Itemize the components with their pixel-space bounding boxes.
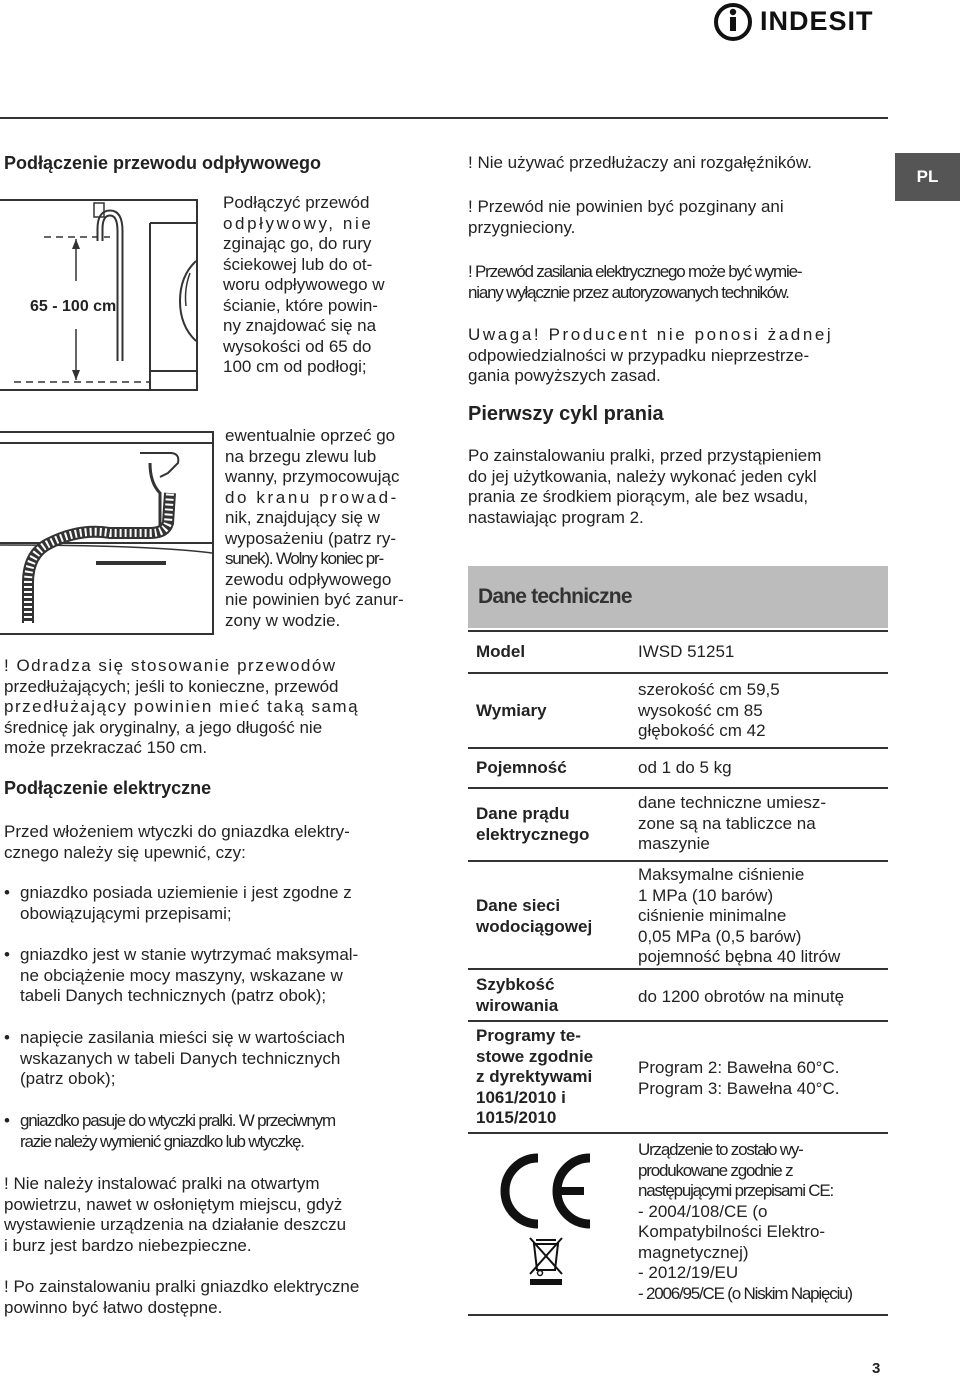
- section-title-first-wash: Pierwszy cykl prania: [468, 403, 664, 425]
- height-label: 65 - 100 cm: [30, 298, 117, 315]
- warning-cable-replacement: ! Przewód zasilania elektrycznego może być wymie- niany wyłącznie przez autoryzowanych techników.: [468, 262, 802, 302]
- access-warning: ! Po zainstalowaniu pralki gniazdko elektryczne powinno być łatwo dostępne.: [4, 1277, 360, 1317]
- electrical-intro: Przed włożeniem wtyczki do gniazdka elektry- cznego należy się upewnić, czy:: [4, 822, 350, 862]
- bullet-plug: • gniazdko pasuje do wtyczki pralki. W przeciwnym razie należy wymienić gniazdko lub wtyczkę.: [4, 1111, 440, 1152]
- page-number: 3: [872, 1360, 881, 1377]
- section-title-electrical: Podłączenie elektryczne: [4, 778, 212, 798]
- table-row-water: Dane sieci wodociągowej Maksymalne ciśnienie 1 MPa (10 barów) ciśnienie minimalne 0,05 MPa (0,5 barów) pojemność bębna 40 litrów: [468, 860, 888, 968]
- table-row-model: Model IWSD 51251: [468, 630, 888, 672]
- drain-paragraph-1: Podłączyć przewód odpływowy, nie zginając go, do rury ściekowej lub do ot- woru odpływowego w ścianie, które powin- ny znajdować się na wysokości od 65 do 100 cm od podłogi;: [223, 193, 385, 376]
- table-row-dimensions: Wymiary szerokość cm 59,5 wysokość cm 85 głębokość cm 42: [468, 672, 888, 748]
- drain-paragraph-2: ewentualnie oprzeć go na brzegu zlewu lub wanny, przymocowując do kranu prowad- nik, znajdujący się w wyposażeniu (patrz ry- sunek). Wolny koniec pr- zewodu odpływowego nie powinien być zanur- zony w wodzie.: [225, 426, 404, 630]
- sink-hook-figure: [0, 431, 214, 635]
- manufacturer-notice: Uwaga! Producent nie ponosi żadnej odpowiedzialności w przypadku nieprzestrze- gania powyższych zasad.: [468, 325, 834, 385]
- brand-name: INDESIT: [760, 6, 874, 36]
- bullet-voltage: • napięcie zasilania mieści się w wartościach wskazanych w tabeli Danych technicznych (patrz obok);: [4, 1028, 420, 1090]
- header-rule: [0, 117, 888, 119]
- ce-directives: Urządzenie to zostało wy- produkowane zgodnie z następującymi przepisami CE: - 2004/108/CE (o Kompatybilności Elektro- magnetycznej) - 2012/19/EU - 2006/95/CE (o Niskim Napięciu): [638, 1140, 852, 1303]
- table-divider: [625, 640, 627, 1312]
- table-row-electrical: Dane prądu elektrycznego dane techniczne umiesz- zone są na tabliczce na maszynie: [468, 787, 888, 860]
- section-title-drain: Podłączenie przewodu odpływowego: [4, 153, 322, 173]
- outdoor-warning: ! Nie należy instalować pralki na otwartym powietrzu, nawet w osłoniętym miejscu, gdyż wystawienie urządzenia na działanie deszczu i burz jest bardzo niebezpieczne.: [4, 1174, 347, 1255]
- table-row-ce: [468, 1132, 888, 1316]
- drain-height-figure: [0, 199, 198, 391]
- table-row-test-programs: Programy te- stowe zgodnie z dyrektywami 1061/2010 i 1015/2010 Program 2: Bawełna 60°C. Program 3: Bawełna 40°C.: [468, 1020, 888, 1132]
- tech-data-title: Dane techniczne: [468, 566, 888, 628]
- table-row-spin: Szybkość wirowania do 1200 obrotów na minutę: [468, 968, 888, 1020]
- ce-mark-icon: [494, 1152, 598, 1235]
- language-tab: PL: [895, 153, 960, 201]
- first-wash-paragraph: Po zainstalowaniu pralki, przed przystąpieniem do jej użytkowania, należy wykonać jeden cykl prania ze środkiem piorącym, ale bez wsadu, nastawiając program 2.: [468, 446, 822, 527]
- table-row-capacity: Pojemność od 1 do 5 kg: [468, 747, 888, 787]
- weee-bin-icon: [526, 1234, 566, 1291]
- extension-warning: ! Odradza się stosowanie przewodów przedłużających; jeśli to konieczne, przewód przedłużający powinien mieć taką samą średnicę jak oryginalny, a jego długość nie może przekraczać 150 cm.: [4, 656, 360, 757]
- warning-extension-cords: ! Nie używać przedłużaczy ani rozgałęźników.: [468, 153, 812, 172]
- bullet-load: • gniazdko jest w stanie wytrzymać maksymal- ne obciążenie mocy maszyny, wskazane w tabeli Danych technicznych (patrz obok);: [4, 945, 420, 1007]
- bullet-grounding: • gniazdko posiada uziemienie i jest zgodne z obowiązującymi przepisami;: [4, 883, 420, 924]
- warning-cable-bent: ! Przewód nie powinien być pozginany ani przygnieciony.: [468, 197, 784, 237]
